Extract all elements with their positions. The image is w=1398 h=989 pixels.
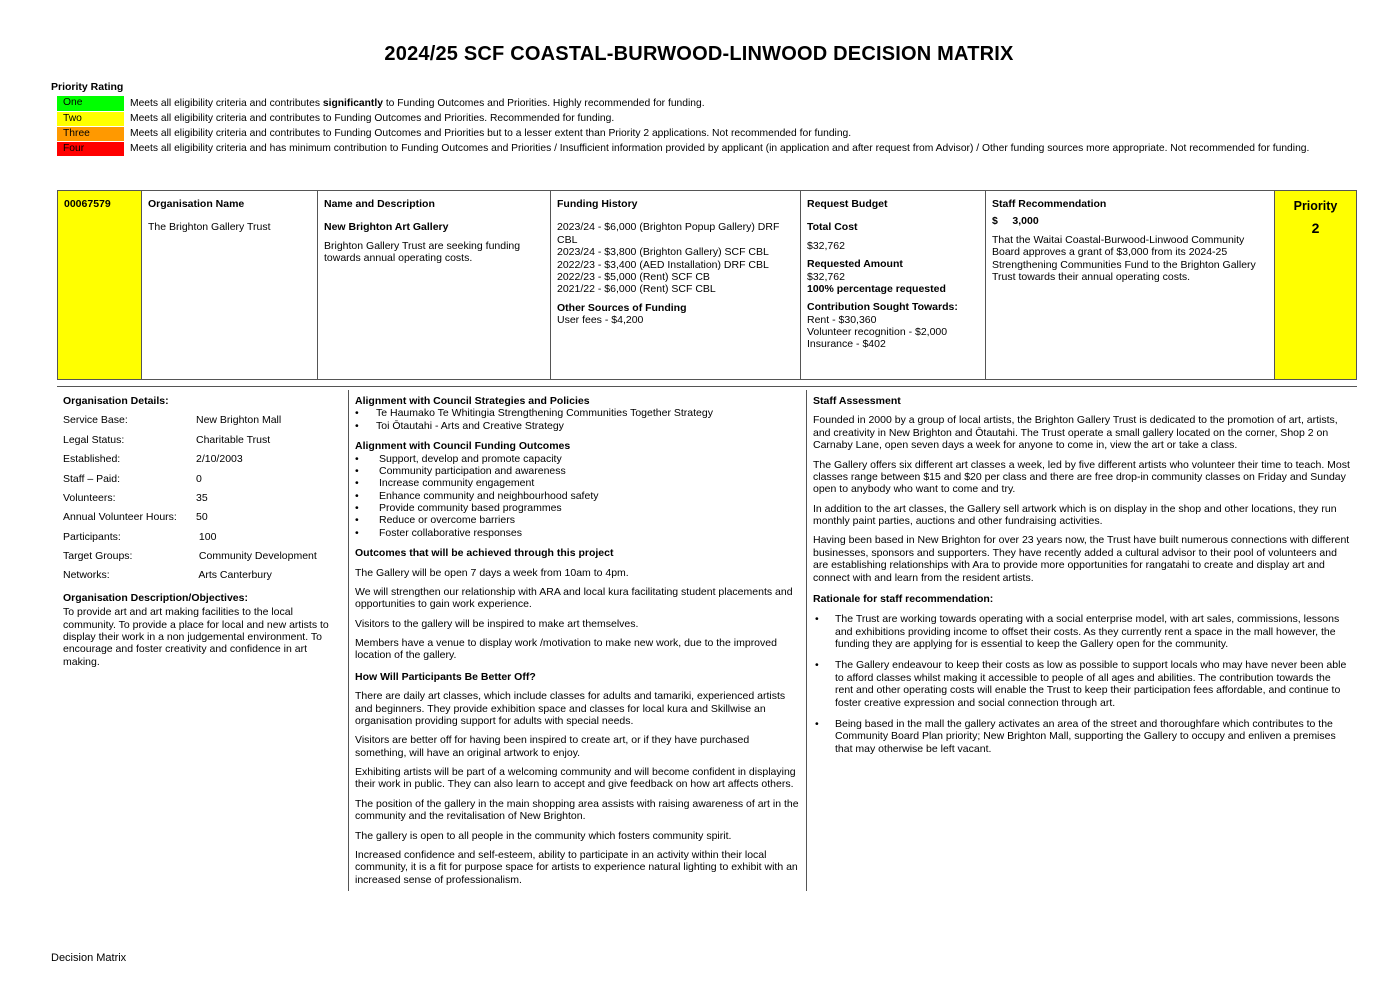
priority-rating-swatch: One: [57, 96, 124, 111]
detail-row: [63, 569, 342, 581]
priority-rating-text: Meets all eligibility criteria and has minimum contribution to Funding Outcomes and Priorities / Insufficient information provided by applicant (in application and after request from Advisor) / Other funding sources more appropriate. Not recommended for funding.: [130, 143, 1310, 155]
funding-history-item: 2023/24 - $6,000 (Brighton Popup Gallery) DRF CBL: [557, 221, 780, 246]
priority-rating-swatch: Two: [57, 111, 124, 126]
total-cost-label: Total Cost: [807, 221, 858, 234]
detail-value: 2/10/2003: [196, 453, 243, 466]
detail-value: 35: [196, 491, 208, 504]
funding-history-item: 2023/24 - $3,800 (Brighton Gallery) SCF CBL: [557, 246, 769, 259]
better-off-heading: How Will Participants Be Better Off?: [355, 670, 536, 683]
detail-value: New Brighton Mall: [196, 414, 282, 427]
detail-row: [63, 434, 342, 446]
staff-assessment-text: [813, 414, 1351, 584]
detail-value: Community Development: [196, 550, 317, 562]
assessment-paragraph: In addition to the art classes, the Gallery sell artwork which is on display in the shop and other locations, they run monthly paint parties, auctions and other fundraising activities.: [813, 502, 1337, 527]
detail-row: [63, 453, 342, 465]
priority-rating-text: to Funding Outcomes and Priorities. Highly recommended for funding.: [382, 98, 705, 109]
request-budget-cell: [801, 191, 986, 379]
name-description-cell: [318, 191, 551, 379]
requested-amount-value: $32,762: [807, 270, 845, 283]
other-sources-heading: Other Sources of Funding: [557, 301, 687, 314]
contribution-item: Rent - $30,360: [807, 313, 877, 326]
funding-outcomes-heading: Alignment with Council Funding Outcomes: [355, 440, 571, 453]
staff-assessment-heading: Staff Assessment: [813, 395, 901, 407]
priority-rating-heading: Priority Rating: [51, 81, 124, 93]
funding-outcome-item: • Provide community based programmes: [355, 502, 800, 514]
strategy-item: • Te Haumako Te Whitingia Strengthening Communities Together Strategy: [355, 407, 800, 419]
objectives-text: To provide art and art making facilities to the local community. To provide a place for local and new artists to display their work in a non judgemental environment. To encourage and foster creativity and confidence in art making.: [63, 606, 329, 668]
priority-rating-row: [57, 96, 1317, 111]
funding-history-item: 2022/23 - $5,000 (Rent) SCF CB: [557, 270, 710, 283]
better-off-paragraph: Visitors are better off for having been inspired to create art, or if they have purchased something, will have an original artwork to enjoy.: [355, 734, 750, 759]
better-off-paragraph: The gallery is open to all people in the community which fosters community spirit.: [355, 829, 732, 842]
project-name: New Brighton Art Gallery: [324, 221, 449, 234]
better-off-text: [355, 690, 800, 886]
contribution-item: Volunteer recognition - $2,000: [807, 326, 948, 338]
detail-value: Arts Canterbury: [196, 569, 272, 582]
contribution-item: Insurance - $402: [807, 338, 886, 351]
priority-rating-description: [124, 141, 1317, 156]
detail-row: [63, 473, 342, 485]
priority-rating-description: [124, 111, 1317, 126]
priority-label: Priority: [1293, 199, 1338, 213]
funding-history-list: [557, 221, 794, 295]
rationale-list: [813, 613, 1351, 755]
priority-rating-swatch: Four: [57, 141, 124, 156]
funding-outcomes-list: [355, 453, 800, 540]
rationale-item: • The Trust are working towards operating with a social enterprise model, with art sales, commissions, lessons and exhibitions providing income to offset their costs. As they currently rent a space in the mall however, the funding they are applying for is essential to keep the Gallery open for the community.: [813, 613, 1351, 650]
strategies-list: [355, 407, 800, 432]
better-off-paragraph: There are daily art classes, which include classes for adults and tamariki, experienced artists and beginners. They provide exhibition space and classes for local kura and Skillwise an organisation providing support for adults with special needs.: [355, 690, 786, 727]
assessment-paragraph: Having been based in New Brighton for over 23 years now, the Trust have built numerous connections with different businesses, sponsors and supporters. They have recently added a cultural advisor to their pool of volunteers and are establishing relationships with Ara to provide more opportunities for rangatahi to create and display art and connect with and learn from the resident artists.: [813, 534, 1350, 584]
funding-outcome-item: • Enhance community and neighbourhood safety: [355, 490, 800, 502]
staff-recommendation-heading: Staff Recommendation: [992, 198, 1107, 210]
detail-value: Charitable Trust: [196, 433, 271, 446]
project-outcome-paragraph: Visitors to the gallery will be inspired to make art themselves.: [355, 617, 639, 630]
detail-label: Staff – Paid:: [63, 472, 121, 485]
priority-rating-row: [57, 141, 1317, 156]
detail-row: [63, 414, 342, 426]
detail-value: 0: [196, 472, 202, 485]
detail-label: Annual Volunteer Hours:: [63, 511, 177, 524]
detail-label: Volunteers:: [63, 491, 116, 504]
funding-outcome-item: • Foster collaborative responses: [355, 527, 800, 539]
funding-history-item: 2022/23 - $3,400 (AED Installation) DRF CBL: [557, 258, 769, 271]
detail-label: Participants:: [63, 530, 121, 543]
staff-recommendation-cell: [986, 191, 1275, 379]
rationale-heading: Rationale for staff recommendation:: [813, 592, 994, 605]
funding-outcome-item: • Reduce or overcome barriers: [355, 514, 800, 526]
strategies-heading: Alignment with Council Strategies and Policies: [355, 395, 590, 407]
detail-value: 50: [196, 511, 208, 524]
rationale-item: • The Gallery endeavour to keep their costs as low as possible to support locals who may have never been able to afford classes whilst making it accessible to people of all ages and abilities. The contribution towards the rent and other operating costs will enable the Trust to keep their participation fees affordable, and continue to foster creative expression and social connection through art.: [813, 659, 1351, 709]
assessment-paragraph: Founded in 2000 by a group of local artists, the Brighton Gallery Trust is dedicated to the promotion of art, artists, and creativity in New Brighton and Ōtautahi. The Trust operate a small gallery located on the corner, Shop 2 on Carnaby Lane, open seven days a week for anyone to come in, view the art or take a class.: [813, 414, 1338, 452]
rationale-item: • Being based in the mall the gallery activates an area of the street and thoroughfare which contributes to the Community Board Plan priority; New Brighton Mall, supporting the Gallery to occupy and enliven a premises that may otherwise be left vacant.: [813, 718, 1351, 755]
section-divider: [57, 386, 1357, 387]
detail-label: Established:: [63, 453, 121, 466]
priority-rating-row: [57, 126, 1317, 141]
application-row: [57, 190, 1357, 380]
application-id: 00067579: [64, 198, 111, 210]
detail-row: [63, 550, 342, 562]
priority-rating-emphasis: significantly: [322, 98, 383, 109]
funding-history-cell: [551, 191, 801, 379]
funding-outcome-item: • Community participation and awareness: [355, 465, 800, 477]
better-off-paragraph: Increased confidence and self-esteem, ability to participate in an activity within their local community, it is a fit for purpose space for artists to experience natural lighting to exhibit with an increased sense of professionalism.: [355, 848, 798, 886]
priority-rating-description: [124, 126, 1317, 141]
organisation-heading: Organisation Name: [148, 198, 245, 210]
requested-amount-label: Requested Amount: [807, 258, 903, 271]
project-outcome-paragraph: Members have a venue to display work /motivation to make new work, due to the improved location of the gallery.: [355, 637, 777, 662]
name-description-heading: Name and Description: [324, 198, 435, 210]
project-outcomes-heading: Outcomes that will be achieved through this project: [355, 547, 614, 560]
page-footer: Decision Matrix: [51, 952, 127, 964]
details-section: [57, 390, 1357, 891]
detail-label: Target Groups:: [63, 550, 133, 562]
project-outcome-paragraph: We will strengthen our relationship with ARA and local kura facilitating student placements and opportunities to gain work experience.: [355, 585, 793, 611]
funding-outcome-item: • Support, develop and promote capacity: [355, 453, 800, 465]
project-outcome-paragraph: The Gallery will be open 7 days a week from 10am to 4pm.: [355, 566, 629, 579]
organisation-name: The Brighton Gallery Trust: [148, 221, 271, 234]
contribution-heading: Contribution Sought Towards:: [807, 301, 958, 314]
priority-rating-description: [124, 96, 1317, 111]
recommended-amount: $ 3,000: [992, 215, 1039, 228]
priority-value: 2: [1311, 219, 1320, 236]
detail-value: 100: [196, 530, 217, 543]
contribution-list: [807, 314, 979, 351]
priority-rating-text: Meets all eligibility criteria and contributes to Funding Outcomes and Priorities but to a lesser extent than Priority 2 applications. Not recommended for funding.: [130, 128, 852, 140]
request-budget-heading: Request Budget: [807, 198, 888, 210]
strategy-item: • Toi Ōtautahi - Arts and Creative Strategy: [355, 420, 800, 432]
priority-rating-swatch: Three: [57, 126, 124, 141]
priority-rating-text: Meets all eligibility criteria and contributes to Funding Outcomes and Priorities. Recommended for funding.: [130, 113, 615, 125]
funding-outcome-item: • Increase community engagement: [355, 477, 800, 489]
total-cost-value: $32,762: [807, 239, 845, 252]
detail-label: Networks:: [63, 569, 110, 582]
page-title: 2024/25 SCF COASTAL-BURWOOD-LINWOOD DECISION MATRIX: [384, 43, 1014, 65]
staff-assessment-column: [807, 390, 1357, 891]
project-description: Brighton Gallery Trust are seeking funding towards annual operating costs.: [324, 239, 521, 265]
priority-rating-row: [57, 111, 1317, 126]
alignment-column: [348, 390, 807, 891]
assessment-paragraph: The Gallery offers six different art classes a week, led by five different artists who volunteer their time to teach. Most classes range between $15 and $20 per class and there are free drop-in community classes on Friday and Sunday open to anybody who want to come and try.: [813, 458, 1350, 496]
percentage-requested: 100% percentage requested: [807, 282, 946, 295]
detail-row: [63, 511, 342, 523]
detail-row: [63, 492, 342, 504]
priority-rating-table: [57, 96, 1317, 157]
project-outcomes-text: [355, 567, 800, 662]
detail-label: Service Base:: [63, 414, 128, 427]
organisation-details-list: [63, 414, 342, 581]
funding-history-item: 2021/22 - $6,000 (Rent) SCF CBL: [557, 283, 716, 296]
priority-rating-text: Meets all eligibility criteria and contributes: [130, 98, 323, 109]
organisation-cell: [142, 191, 318, 379]
organisation-details-column: [57, 390, 348, 891]
detail-label: Legal Status:: [63, 433, 125, 446]
detail-row: [63, 531, 342, 543]
objectives-heading: Organisation Description/Objectives:: [63, 591, 248, 604]
better-off-paragraph: Exhibiting artists will be part of a welcoming community and will become confident in displaying their work in public. They can also learn to accept and give feedback on how art affects others.: [355, 766, 796, 791]
organisation-details-heading: Organisation Details:: [63, 395, 169, 407]
funding-history-heading: Funding History: [557, 198, 638, 210]
other-sources-value: User fees - $4,200: [557, 314, 644, 326]
application-id-cell: [58, 191, 142, 379]
priority-cell: [1275, 191, 1356, 379]
recommendation-text: That the Waitai Coastal-Burwood-Linwood Community Board approves a grant of $3,000 from its 2024-25 Strengthening Communities Fund to the Brighton Gallery Trust towards their annual operating costs.: [992, 233, 1256, 283]
better-off-paragraph: The position of the gallery in the main shopping area assists with raising awareness of art in the community and the revitalisation of New Brighton.: [355, 797, 799, 823]
